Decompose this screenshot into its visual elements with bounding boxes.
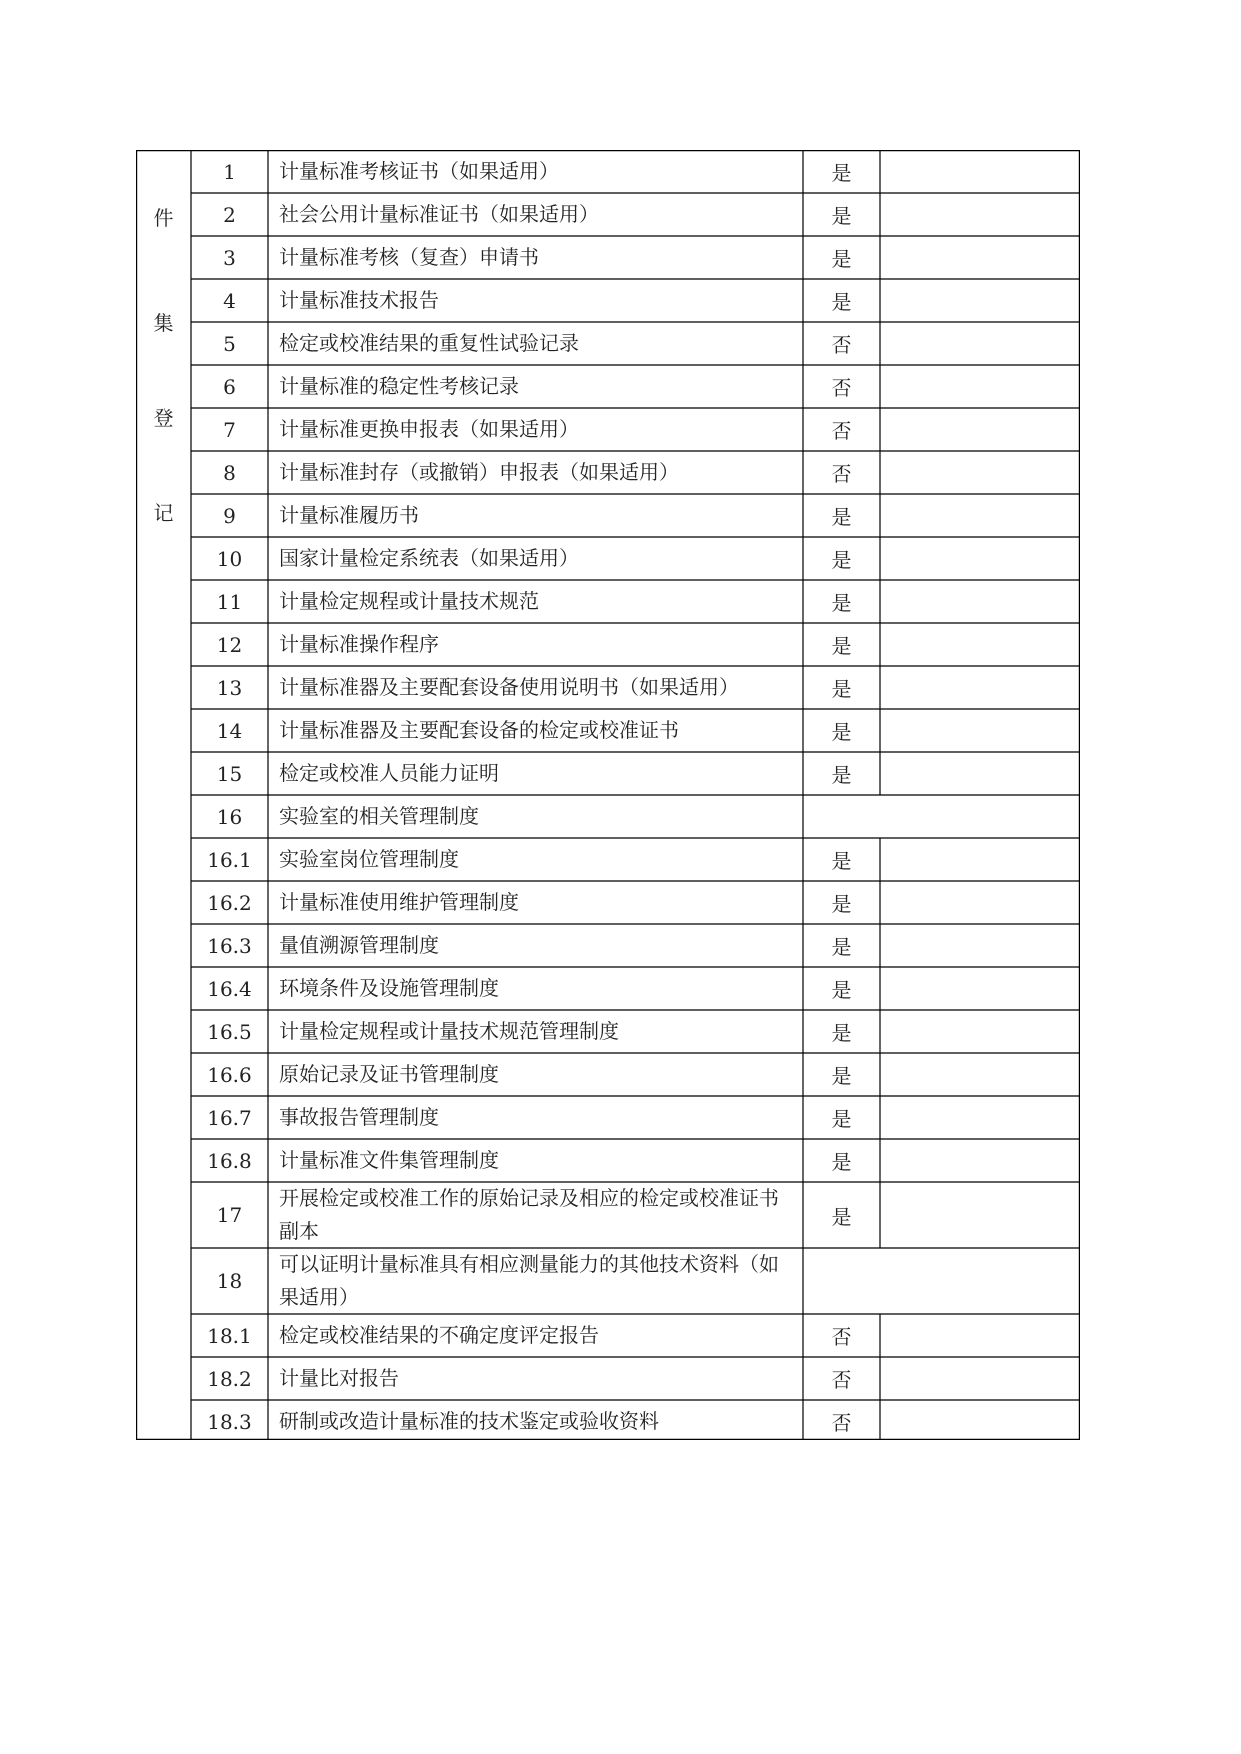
row-yes-no: 是 [831,720,852,744]
row-item: 实验室的相关管理制度 [279,804,479,828]
side-label-char: 记 [153,501,174,525]
row-item: 社会公用计量标准证书（如果适用） [279,202,599,226]
row-yes-no: 是 [831,634,852,658]
row-item: 研制或改造计量标准的技术鉴定或验收资料 [279,1409,659,1433]
row-item: 计量标准更换申报表（如果适用） [279,417,579,441]
side-label-char: 登 [153,406,174,430]
row-number: 16.5 [207,1019,252,1044]
row-item: 计量标准文件集管理制度 [279,1148,499,1172]
row-yes-no: 否 [831,333,852,357]
side-label [136,150,191,1440]
row-yes-no: 否 [831,376,852,400]
row-number: 7 [223,417,236,442]
row-number: 9 [223,503,236,528]
row-item: 检定或校准结果的重复性试验记录 [279,331,579,355]
row-yes-no: 是 [831,978,852,1002]
row-item: 检定或校准人员能力证明 [279,761,499,785]
row-yes-no: 是 [831,505,852,529]
row-number: 18.3 [207,1409,252,1434]
row-item: 开展检定或校准工作的原始记录及相应的检定或校准证书副本 [279,1186,779,1243]
row-yes-no: 是 [831,849,852,873]
row-item: 计量标准履历书 [279,503,419,527]
row-item: 计量标准使用维护管理制度 [279,890,519,914]
side-label-char: 集 [153,311,174,335]
row-item: 计量比对报告 [279,1366,399,1390]
row-yes-no: 是 [831,290,852,314]
row-number: 16.3 [207,933,252,958]
row-number: 1 [223,159,236,184]
row-number: 2 [223,202,236,227]
row-number: 13 [216,675,243,700]
row-item: 量值溯源管理制度 [279,933,439,957]
row-number: 10 [216,546,243,571]
row-number: 16.1 [207,847,252,872]
row-item: 计量标准的稳定性考核记录 [279,374,519,398]
row-number: 5 [223,331,236,356]
row-number: 8 [223,460,236,485]
row-number: 16.8 [207,1148,252,1173]
row-item: 可以证明计量标准具有相应测量能力的其他技术资料（如果适用） [279,1252,779,1309]
row-number: 12 [216,632,243,657]
row-yes-no: 否 [831,419,852,443]
row-number: 16 [216,804,243,829]
row-yes-no: 否 [831,1325,852,1349]
row-yes-no: 否 [831,1368,852,1392]
row-number: 18.1 [207,1323,252,1348]
row-number: 16.6 [207,1062,252,1087]
row-number: 6 [223,374,236,399]
row-item: 事故报告管理制度 [279,1105,439,1129]
row-item: 国家计量检定系统表（如果适用） [279,546,579,570]
row-item: 实验室岗位管理制度 [279,847,459,871]
row-item: 计量标准器及主要配套设备的检定或校准证书 [279,718,679,742]
row-yes-no: 是 [831,548,852,572]
row-yes-no: 是 [831,1107,852,1131]
row-item: 计量标准考核（复查）申请书 [279,245,539,269]
row-number: 18 [216,1269,243,1293]
row-number: 18.2 [207,1366,252,1391]
row-yes-no: 是 [831,161,852,185]
row-item: 计量检定规程或计量技术规范管理制度 [279,1019,619,1043]
row-item: 计量标准考核证书（如果适用） [279,159,559,183]
side-label-char: 件 [153,206,174,230]
row-item: 计量标准器及主要配套设备使用说明书（如果适用） [279,675,739,699]
row-number: 3 [223,245,236,270]
row-item: 计量检定规程或计量技术规范 [279,589,539,613]
row-yes-no: 是 [831,1150,852,1174]
document-table [136,150,1080,1440]
row-yes-no: 是 [831,591,852,615]
row-yes-no: 是 [831,1021,852,1045]
row-yes-no: 否 [831,462,852,486]
row-item: 计量标准操作程序 [279,632,439,656]
row-number: 4 [223,288,236,313]
row-number: 15 [216,761,243,786]
row-item: 环境条件及设施管理制度 [279,976,499,1000]
row-yes-no: 是 [831,204,852,228]
row-item: 计量标准技术报告 [279,288,439,312]
row-yes-no: 否 [831,1411,852,1435]
row-yes-no: 是 [831,935,852,959]
row-item: 计量标准封存（或撤销）申报表（如果适用） [279,460,679,484]
row-number: 14 [216,718,243,743]
row-yes-no: 是 [831,763,852,787]
row-yes-no: 是 [831,1064,852,1088]
row-yes-no: 是 [831,892,852,916]
row-item: 原始记录及证书管理制度 [279,1062,499,1086]
row-number: 16.2 [207,890,252,915]
row-number: 16.7 [207,1105,252,1130]
row-yes-no: 是 [831,1204,852,1229]
row-number: 16.4 [207,976,252,1001]
row-item: 检定或校准结果的不确定度评定报告 [279,1323,599,1347]
row-number: 11 [216,589,243,614]
row-yes-no: 是 [831,677,852,701]
row-yes-no: 是 [831,247,852,271]
row-number: 17 [216,1203,243,1227]
